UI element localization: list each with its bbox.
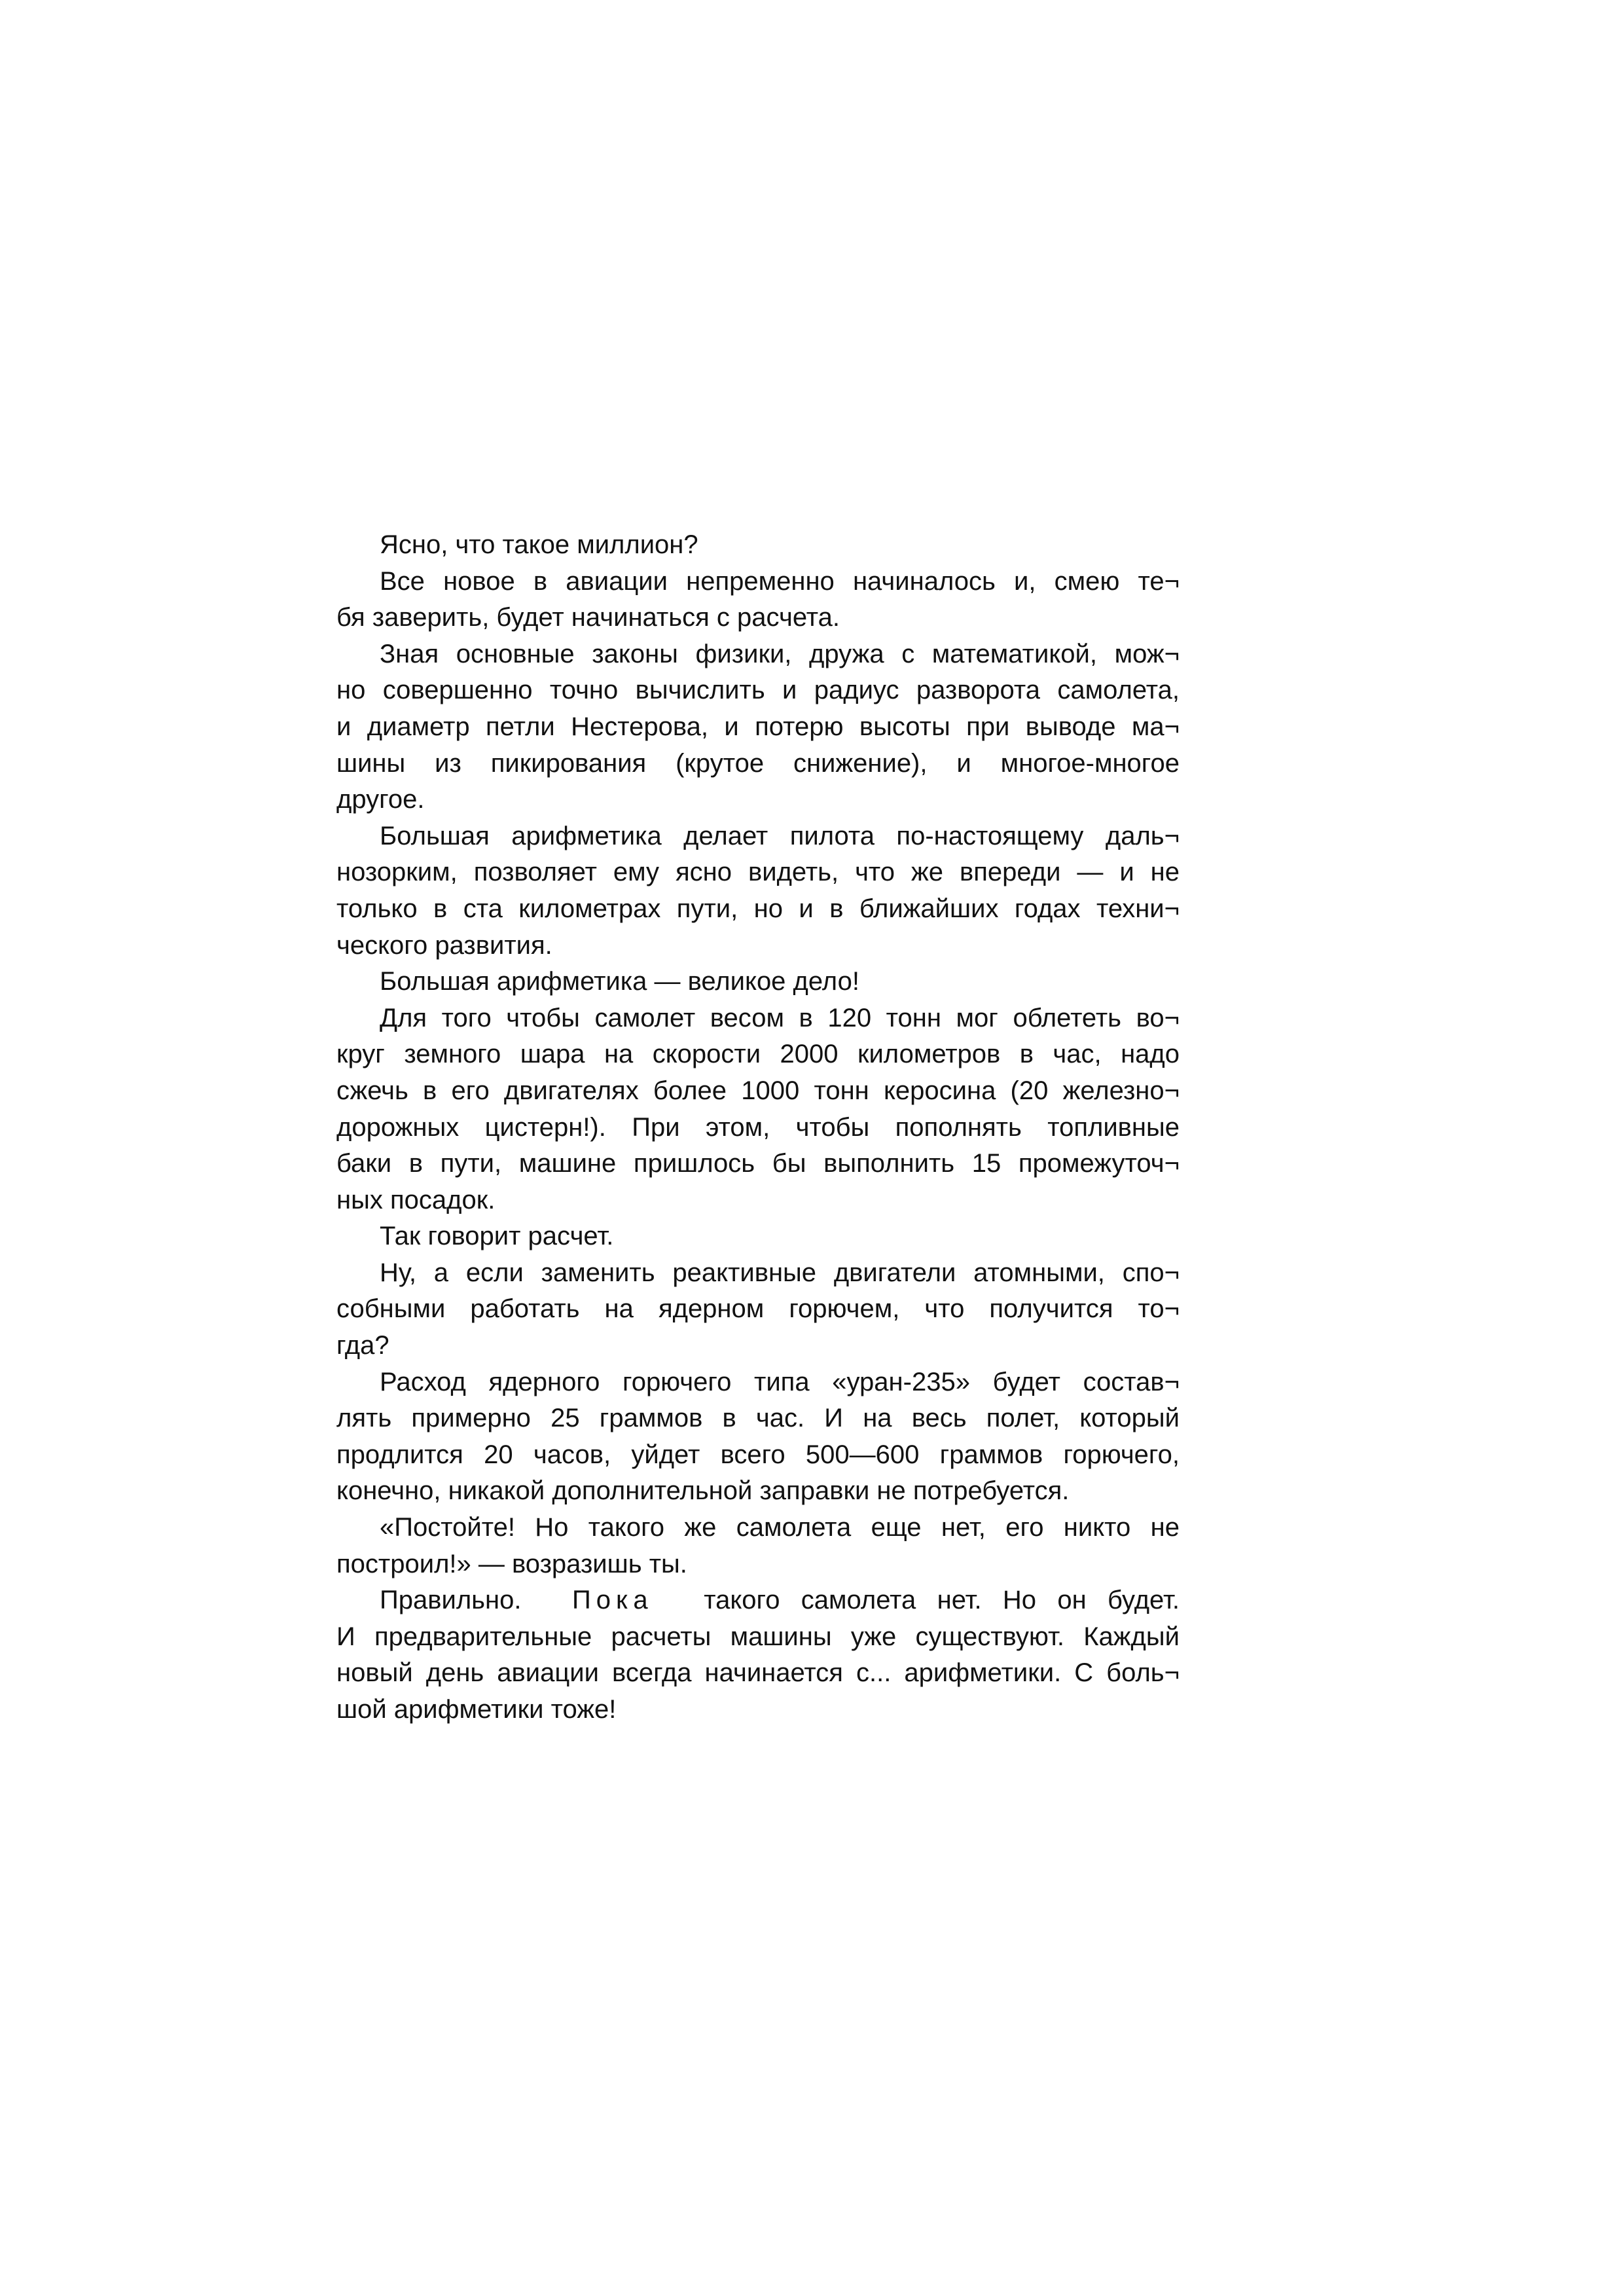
text-line: баки в пути, машине пришлось бы выполнить 15 промежуточ¬	[336, 1149, 1180, 1178]
text-line: гда?	[336, 1331, 389, 1360]
text-line: продлится 20 часов, уйдет всего 500—600 граммов горючего,	[336, 1440, 1180, 1469]
text-line: Так говорит расчет.	[380, 1222, 614, 1251]
text-line: бя заверить, будет начинаться с расчета.	[336, 603, 840, 632]
text-line: лять примерно 25 граммов в час. И на весь полет, который	[336, 1404, 1180, 1433]
final-line-start: Правильно.	[380, 1586, 522, 1615]
text-line: Ну, а если заменить реактивные двигатели атомными, спо¬	[380, 1258, 1180, 1287]
final-line-end: такого самолета нет. Но он будет.	[704, 1586, 1180, 1615]
text-line: Зная основные законы физики, дружа с математикой, мож¬	[380, 639, 1180, 668]
text-line: сжечь в его двигателях более 1000 тонн керосина (20 железно¬	[336, 1076, 1180, 1105]
text-line: но совершенно точно вычислить и радиус разворота самолета,	[336, 676, 1180, 705]
text-lines	[336, 527, 1180, 1582]
body-text	[336, 527, 1180, 1728]
text-line: ных посадок.	[336, 1185, 496, 1214]
text-line-spaced	[336, 1582, 1180, 1619]
text-line: и диаметр петли Нестерова, и потерю высоты при выводе ма¬	[336, 712, 1180, 741]
text-line: Для того чтобы самолет весом в 120 тонн мог облететь во¬	[380, 1003, 1180, 1032]
text-line: Большая арифметика — великое дело!	[380, 967, 859, 996]
text-line: Большая арифметика делает пилота по-настоящему даль¬	[380, 821, 1180, 850]
text-line: круг земного шара на скорости 2000 километров в час, надо	[336, 1040, 1180, 1069]
text-line: «Постойте! Но такого же самолета еще нет, его никто не	[380, 1513, 1180, 1542]
text-line: ческого развития.	[336, 930, 552, 960]
text-line: Ясно, что такое миллион?	[380, 530, 698, 559]
text-line: новый день авиации всегда начинается с... арифметики. С боль¬	[336, 1658, 1180, 1688]
text-line: только в ста километрах пути, но и в ближайших годах техни¬	[336, 894, 1180, 923]
final-lines	[336, 1619, 1180, 1728]
text-line: Расход ядерного горючего типа «уран-235» будет состав¬	[380, 1367, 1180, 1396]
text-line: дорожных цистерн!). При этом, чтобы пополнять топливные	[336, 1112, 1180, 1142]
text-line: другое.	[336, 785, 425, 814]
text-line: нозорким, позволяет ему ясно видеть, что же впереди — и не	[336, 858, 1180, 887]
emphasized-word: Пока	[572, 1586, 653, 1615]
text-line: Все новое в авиации непременно начиналось и, смею те¬	[380, 566, 1180, 596]
text-line: шой арифметики тоже!	[336, 1695, 617, 1724]
text-line: конечно, никакой дополнительной заправки не потребуется.	[336, 1476, 1070, 1506]
text-line: построил!» — возразишь ты.	[336, 1549, 687, 1578]
text-line: И предварительные расчеты машины уже существуют. Каждый	[336, 1622, 1180, 1651]
text-line: шины из пикирования (крутое снижение), и многое-многое	[336, 748, 1180, 778]
text-line: собными работать на ядерном горючем, что получится то¬	[336, 1294, 1180, 1324]
